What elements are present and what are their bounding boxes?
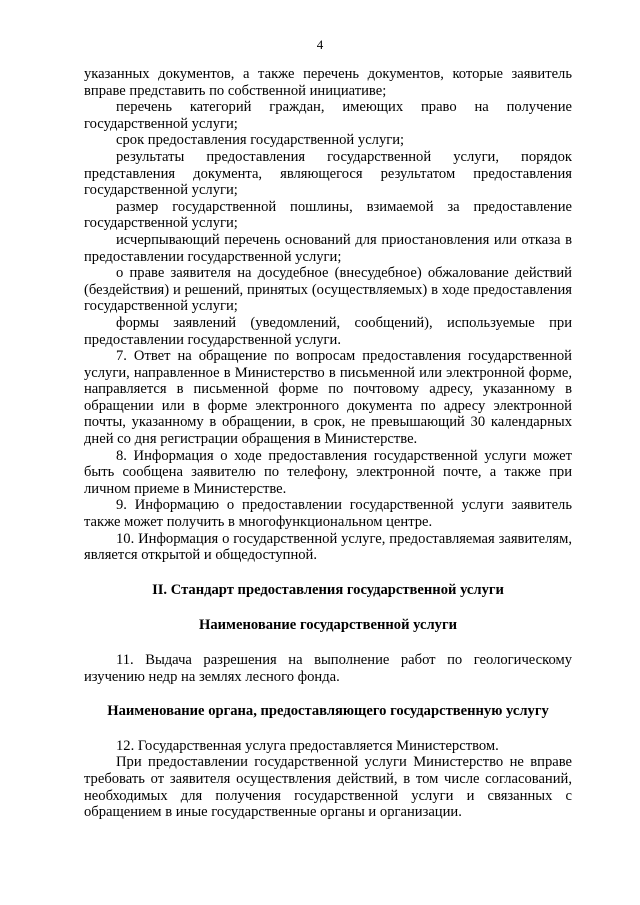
spacer [84, 598, 572, 617]
paragraph-list-item: размер государственной пошлины, взимаемой за предоставление государственной услуги; [84, 198, 572, 232]
spacer [84, 685, 572, 703]
paragraph-item-12-continuation: При предоставлении государственной услуги Министерство не вправе требовать от заявителя осуществления действий, в том числе согласований, необходимых для получения государственной услуги и связанных с обращением в иные государственные органы и организации. [84, 754, 572, 821]
paragraph-item-11: 11. Выдача разрешения на выполнение работ по геологическому изучению недр на землях лесного фонда. [84, 652, 572, 685]
subheading-service-name: Наименование государственной услуги [199, 617, 457, 634]
paragraph-item-8: 8. Информация о ходе предоставления государственной услуги может быть сообщена заявителю по телефону, электронной почте, а также при личном приеме в Министерстве. [84, 447, 572, 497]
document-body [84, 66, 572, 821]
page-number: 4 [316, 37, 324, 52]
spacer [84, 720, 572, 738]
section-heading: II. Стандарт предоставления государственной услуги [152, 581, 504, 598]
spacer [84, 634, 572, 652]
subheading-authority-name: Наименование органа, предоставляющего государственную услугу [107, 703, 549, 720]
paragraph-list-continuation: указанных документов, а также перечень документов, которые заявитель вправе представить по собственной инициативе; [84, 66, 572, 99]
paragraph-item-12: 12. Государственная услуга предоставляется Министерством. [116, 737, 499, 754]
paragraph-list-item: о праве заявителя на досудебное (внесудебное) обжалование действий (бездействия) и решений, принятых (осуществляемых) в ходе предоставления государственной услуги; [84, 265, 572, 315]
paragraph-list-item: срок предоставления государственной услуги; [116, 132, 405, 149]
spacer [84, 564, 572, 582]
paragraph-list-item: формы заявлений (уведомлений, сообщений), используемые при предоставлении государственной услуги. [84, 314, 572, 348]
paragraph-item-7: 7. Ответ на обращение по вопросам предоставления государственной услуги, направленное в Министерство в письменной или электронной форме, направляется в письменной форме по почтовому адресу, указанному в обращении или в форме электронного документа по адресу электронной почты, указанному в обращении, в срок, не превышающий 30 календарных дней со дня регистрации обращения в Министерстве. [84, 348, 572, 448]
paragraph-item-9: 9. Информацию о предоставлении государственной услуги заявитель также может получить в многофункциональном центре. [84, 497, 572, 531]
paragraph-item-10: 10. Информация о государственной услуге, предоставляемая заявителям, является открытой и общедоступной. [84, 530, 572, 564]
paragraph-list-item: результаты предоставления государственной услуги, порядок представления документа, являющегося результатом предоставления государственной услуги; [84, 148, 572, 199]
paragraph-list-item: перечень категорий граждан, имеющих право на получение государственной услуги; [84, 99, 572, 132]
paragraph-list-item: исчерпывающий перечень оснований для приостановления или отказа в предоставлении государственной услуги; [84, 231, 572, 265]
